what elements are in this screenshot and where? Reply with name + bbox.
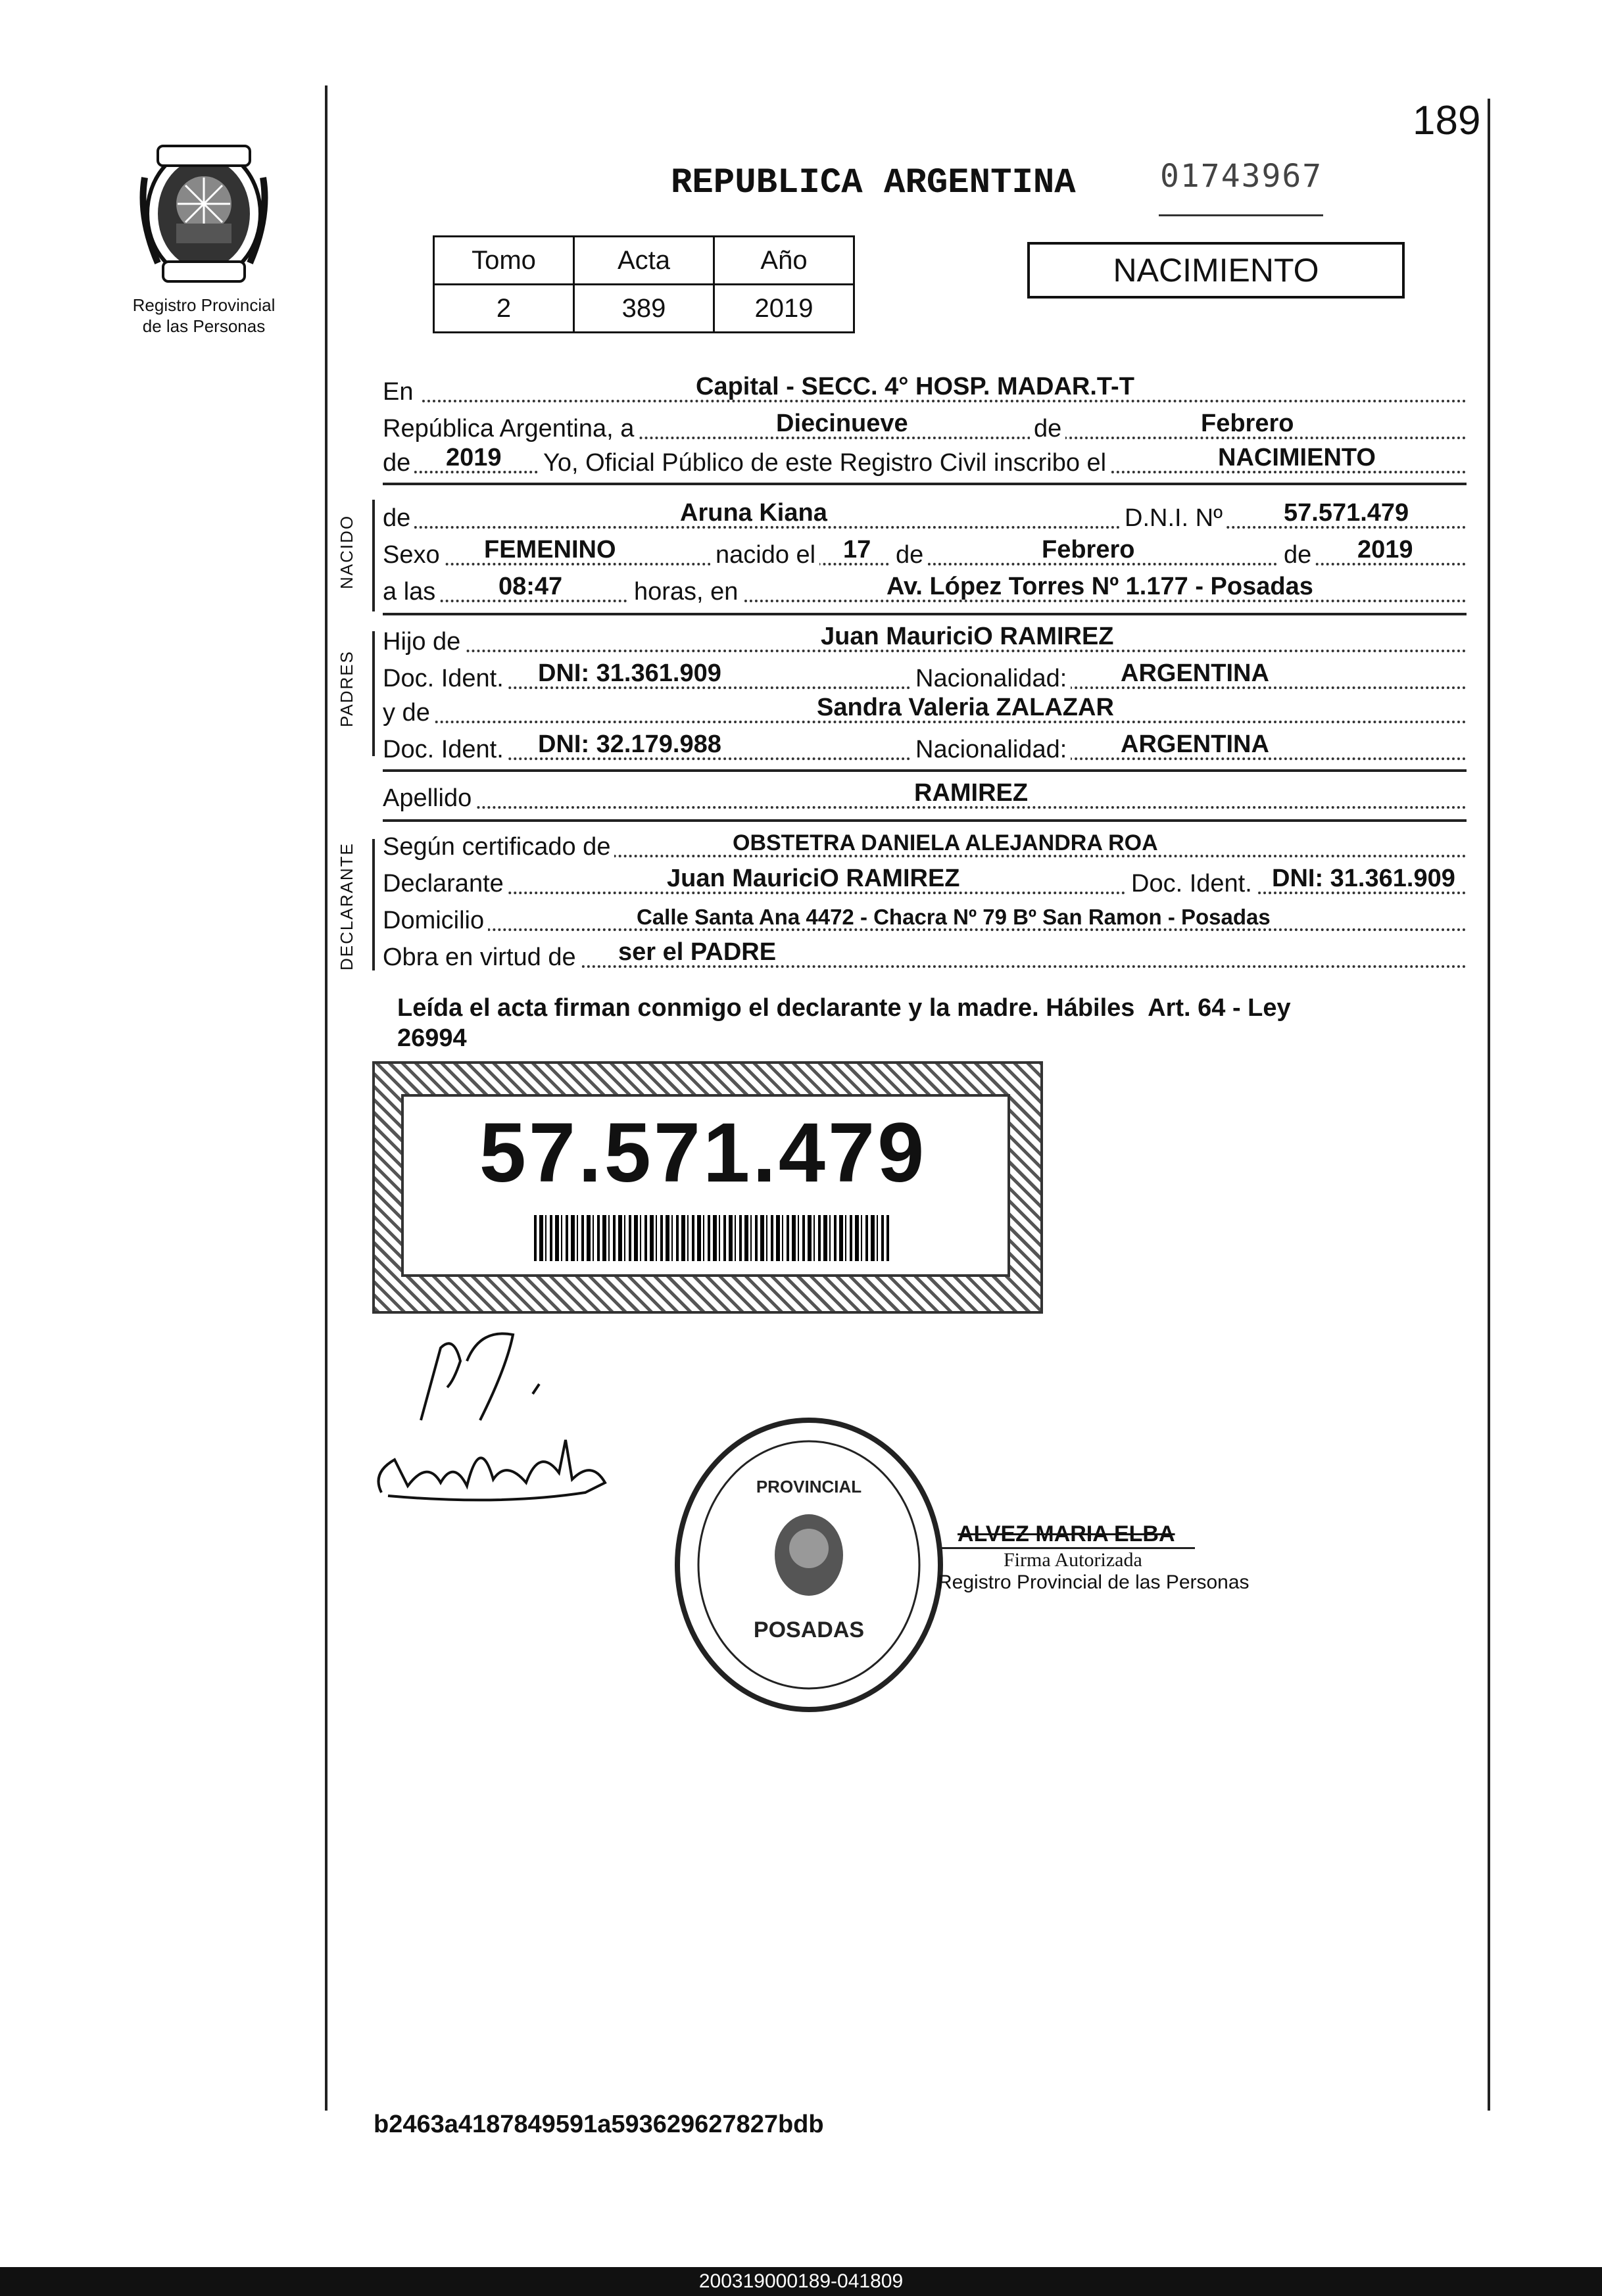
rule-after-nacido [383, 613, 1467, 615]
de-year-label: de [383, 449, 414, 477]
nacido-de-label: de [383, 504, 414, 533]
mother-doc-value: DNI: 32.179.988 [538, 730, 721, 758]
row-father-doc [383, 660, 1467, 697]
table-header-ano: Año [714, 237, 854, 285]
mother-doc-label: Doc. Ident. [383, 736, 508, 764]
row-republica [383, 410, 1467, 447]
act-type-value: NACIMIENTO [1218, 444, 1376, 471]
row-a-las [383, 573, 1467, 610]
authorized-name: ALVEZ MARIA ELBA [938, 1521, 1195, 1549]
row-en [383, 373, 1467, 410]
province-logo [132, 138, 276, 289]
registry-name-line2: de las Personas [142, 316, 266, 336]
father-nationality-value: ARGENTINA [1121, 659, 1269, 687]
domicilio-value: Calle Santa Ana 4472 - Chacra Nº 79 Bº San Ramon - Posadas [637, 905, 1271, 929]
declarante-value: Juan MauriciO RAMIREZ [667, 865, 960, 892]
mother-nac-label: Nacionalidad: [910, 736, 1071, 764]
obra-value: ser el PADRE [618, 938, 777, 966]
certificado-label: Según certificado de [383, 833, 614, 861]
authorized-title: Firma Autorizada [1004, 1549, 1142, 1571]
certificado-value: OBSTETRA DANIELA ALEJANDRA ROA [733, 830, 1158, 855]
declarante-doc-value: DNI: 31.361.909 [1272, 865, 1455, 892]
record-table-values [434, 285, 854, 333]
rule-after-padres [383, 769, 1467, 772]
hijo-de-label: Hijo de [383, 628, 464, 656]
page-number: 189 [1413, 98, 1481, 143]
en-label: En [383, 378, 417, 406]
dni-label: D.N.I. Nº [1119, 504, 1226, 533]
domicilio-label: Domicilio [383, 907, 488, 935]
serial-number: 01743967 [1160, 158, 1323, 195]
father-doc-value: DNI: 31.361.909 [538, 659, 721, 687]
signature-madre [368, 1420, 631, 1506]
serial-underline [1159, 214, 1323, 216]
row-oficial [383, 444, 1467, 481]
de-label: de [1030, 415, 1065, 443]
table-header-acta: Acta [574, 237, 714, 285]
table-value-acta: 389 [574, 285, 714, 333]
row-declarante [383, 865, 1467, 902]
authorized-registry: Registro Provincial de las Personas [938, 1571, 1250, 1593]
signature-declarante [408, 1322, 579, 1433]
barcode-number: 57.571.479 [479, 1106, 927, 1200]
padres-label: PADRES [337, 650, 356, 727]
father-doc-label: Doc. Ident. [383, 665, 508, 693]
official-stamp [671, 1414, 947, 1716]
birth-year-value: 2019 [1357, 536, 1413, 563]
a-las-label: a las [383, 578, 439, 606]
declarante-label: DECLARANTE [337, 842, 356, 970]
closing-line2: 26994 [397, 1024, 467, 1052]
barcode-bars [534, 1215, 889, 1261]
record-type-box: NACIMIENTO [1027, 242, 1405, 299]
nacido-el-label: nacido el [710, 541, 819, 569]
birth-de-label-2: de [1278, 541, 1315, 569]
obra-label: Obra en virtud de [383, 944, 580, 972]
row-obra [383, 939, 1467, 976]
month-value: Febrero [1201, 410, 1294, 437]
sexo-label: Sexo [383, 541, 444, 569]
day-word-value: Diecinueve [776, 410, 908, 437]
closing-text [397, 993, 1291, 1053]
padres-bracket [372, 631, 375, 756]
father-nac-label: Nacionalidad: [910, 665, 1071, 693]
birth-de-label: de [890, 541, 927, 569]
bottom-code: 200319000189-041809 [698, 2270, 904, 2292]
birth-month-value: Febrero [1042, 536, 1135, 563]
row-certificado [383, 828, 1467, 865]
row-hijo-de [383, 623, 1467, 660]
child-dni-value: 57.571.479 [1284, 499, 1409, 527]
table-header-tomo: Tomo [434, 237, 574, 285]
country-title: REPUBLICA ARGENTINA [671, 163, 1076, 203]
row-sexo [383, 537, 1467, 573]
nacido-label: NACIDO [337, 514, 356, 589]
year-value: 2019 [446, 444, 502, 471]
rule-after-apellido [383, 819, 1467, 822]
declarante-doc-label: Doc. Ident. [1126, 870, 1256, 898]
table-value-tomo: 2 [434, 285, 574, 333]
row-domicilio [383, 902, 1467, 939]
row-nacido-name [383, 500, 1467, 537]
row-mother-doc [383, 731, 1467, 768]
rule-after-intro [383, 483, 1467, 485]
record-table-header [434, 237, 854, 285]
oficial-text: Yo, Oficial Público de este Registro Civil inscribo el [538, 449, 1110, 477]
birth-address-value: Av. López Torres Nº 1.177 - Posadas [886, 573, 1313, 600]
apellido-label: Apellido [383, 784, 475, 813]
declarante-bracket [372, 839, 375, 970]
child-name-value: Aruna Kiana [680, 499, 827, 527]
y-de-label: y de [383, 699, 434, 727]
left-margin-rule [325, 85, 328, 2111]
svg-text:PROVINCIAL: PROVINCIAL [756, 1477, 862, 1496]
document-hash: b2463a4187849591a593629627827bdb [374, 2111, 824, 2138]
right-margin-rule [1488, 99, 1490, 2111]
authorized-block [938, 1521, 1267, 1594]
sexo-value: FEMENINO [484, 536, 616, 563]
closing-line1: Leída el acta firman conmigo el declarante y la madre. Hábiles Art. 64 - Ley [397, 994, 1291, 1022]
record-table [433, 235, 855, 333]
place-value: Capital - SECC. 4° HOSP. MADAR.T-T [696, 373, 1134, 400]
table-value-ano: 2019 [714, 285, 854, 333]
row-y-de [383, 694, 1467, 731]
birth-time-value: 08:47 [498, 573, 563, 600]
row-apellido [383, 780, 1467, 817]
registry-name [105, 295, 303, 337]
mother-nationality-value: ARGENTINA [1121, 730, 1269, 758]
mother-name-value: Sandra Valeria ZALAZAR [817, 694, 1114, 721]
svg-text:POSADAS: POSADAS [753, 1617, 865, 1642]
birth-day-value: 17 [843, 536, 871, 563]
nacido-bracket [372, 500, 375, 611]
apellido-value: RAMIREZ [914, 779, 1029, 807]
horas-label: horas, en [629, 578, 742, 606]
declarante-field-label: Declarante [383, 870, 508, 898]
father-name-value: Juan MauriciO RAMIREZ [821, 623, 1114, 650]
registry-name-line1: Registro Provincial [132, 295, 276, 315]
republica-label: República Argentina, a [383, 415, 638, 443]
bottom-code-bar [0, 2267, 1602, 2296]
